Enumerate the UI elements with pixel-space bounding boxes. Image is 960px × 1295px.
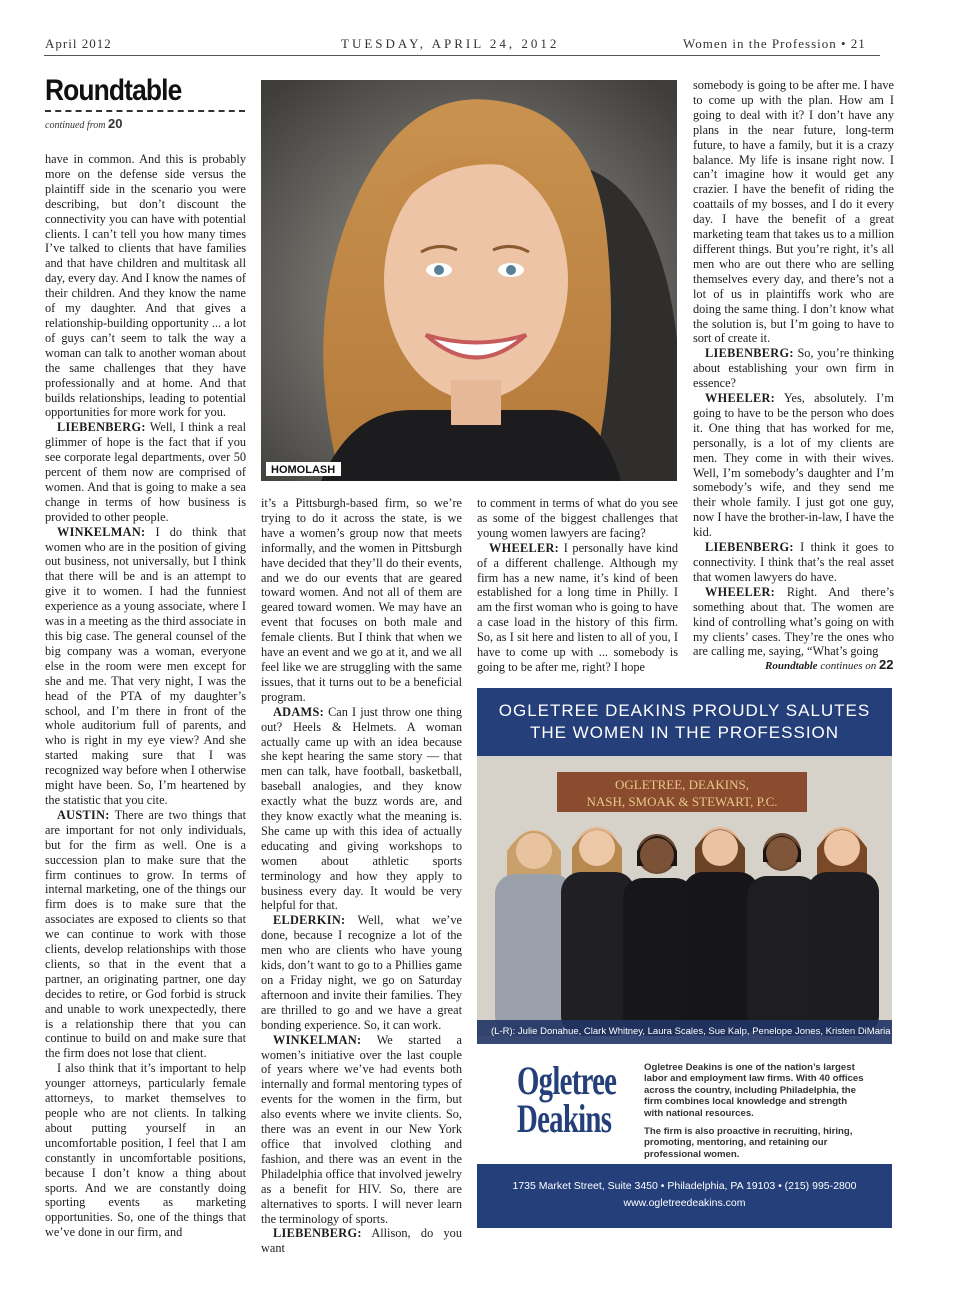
continued-from-label: continued from bbox=[45, 120, 106, 131]
paragraph-text: it’s a Pittsburgh-based firm, so we’re trying to do it across the state, is we have a women’s group now that meets informally, and the women in Pittsburgh have decided that they’ll do their events, and we do our events that are geared toward women. And not all of them are geared toward women. We may have an event that focuses on both male and female clients. But I think that when we have an event and we go at it, and we all feel like we are struggling with the same issues, that it turns out to be a beneficial program. bbox=[261, 496, 462, 704]
speaker-name: WINKELMAN: bbox=[57, 524, 146, 539]
article-paragraph bbox=[45, 808, 246, 1061]
paragraph-text: We started a women’s initiative over the last couple of years where we’ve had events both internally and formal mentoring types of events for the women in the firm, but also events where we invite clients. So, there was an event in our New York office that involved clothing and fashion, and there was an event in the Philadelphia office that involved jewelry as a benefit for HIV. So, there are alternatives to sports. I will never learn the terminology of sports. bbox=[261, 1032, 462, 1226]
paragraph-text: Well, I think a real glimmer of hope is the fact that if you see corporate legal departments, over 50 percent of them now are comprised of women. And that is going to make a sea change in terms of how business is provided to other people. bbox=[45, 420, 246, 524]
article-paragraph bbox=[693, 540, 894, 585]
speaker-name: ELDERKIN: bbox=[273, 913, 346, 928]
title-dashed-rule bbox=[45, 110, 245, 112]
speaker-name: AUSTIN: bbox=[57, 807, 110, 822]
paragraph-text: Right. And there’s something about that. The women are kind of controlling what’s going on with my clients’ cases. They’re the ones who are calling me, saying, “What’s going bbox=[693, 584, 894, 659]
header-date-left: April 2012 bbox=[45, 36, 112, 51]
logo-line-2: Deakins bbox=[517, 1096, 612, 1141]
paragraph-text: There are two things that are important for not only individuals, but for the firm as well. One is a succession plan to make sure that the firm continues to grow. In terms of internal marketing, one of the things our firm does is to make sure that the associates are exposed to clients so that we can continue to work with those clients, develop relationships with those clients, so that in the event that a partner, an originating partner, one day decides to retire, or God forbid is struck and unable to work unexpectedly, there is a relationship there that you can continue to build on and make sure that the firm does not lose that client. bbox=[45, 807, 246, 1061]
speaker-name: WINKELMAN: bbox=[273, 1032, 362, 1047]
article-paragraph bbox=[693, 346, 894, 391]
article-paragraph bbox=[693, 585, 894, 660]
header-date-center: TUESDAY, APRIL 24, 2012 bbox=[341, 36, 560, 51]
ad-sign-line-1: OGLETREE, DEAKINS, bbox=[615, 777, 749, 792]
ad-headline bbox=[477, 688, 892, 756]
paragraph-text: have in common. And this is probably more on the defense side versus the plaintiff side in the scenario you were describing, but don’t discount the connectivity you can have with potential clients. I can’t tell you how many times I’ve talked to clients that have families and that have children and multitask all day, every day. And I know the names of their children. And they know the name of my daughter. And that gives a relationship-building opportunity ... a lot of guys can’t seem to talk the way a woman can talk to another woman about the same challenges that they have professionally and at home. And that builds relationships, leading to potential opportunities for more work for you. bbox=[45, 152, 246, 420]
paragraph-text: Allison, do you want bbox=[261, 1226, 462, 1256]
ad-website: www.ogletreedeakins.com bbox=[623, 1197, 746, 1209]
article-paragraph bbox=[45, 1061, 246, 1240]
paragraph-text: somebody is going to be after me. I have to come up with the plan. How am I going to deal with it? I don’t have any plans in the near future, long-term future, to have a family, but it is a crazy balance. My life is insane right now. I can’t imagine how it would get any crazier. I have the benefit of riding the coattails of my bosses, and I do it every day. I have the benefit of a great marketing team that takes us to a million different things. But you’re right, it’s all men who are out there who are selling themselves every day, and there’s not a lot of us in plaintiffs work who are doing the same thing. I don’t know what the solution is, but I’m going to have to sort of create it. bbox=[693, 78, 894, 346]
article-paragraph bbox=[261, 496, 462, 705]
photo-credit: HOMOLASH bbox=[266, 462, 341, 476]
ad-body bbox=[477, 1048, 892, 1158]
ad-group-photo bbox=[477, 756, 892, 1036]
logo-line-1: Ogletree bbox=[517, 1058, 617, 1103]
ad-contact-footer bbox=[477, 1164, 892, 1228]
paragraph-text: Well, what we’ve done, because I recognize a lot of the men who are clients who have young kids, don’t want to go to a Phillies game on a Friday night, we go on Saturday afternoon and invite their families. They are thrilled to go and we have a great bonding experience. So, it can work. bbox=[261, 913, 462, 1032]
continues-on-label: Roundtable bbox=[765, 660, 818, 672]
article-column-1 bbox=[45, 152, 246, 1240]
article-column-4 bbox=[693, 78, 895, 659]
speaker-name: LIEBENBERG: bbox=[273, 1226, 362, 1241]
speaker-name: LIEBENBERG: bbox=[57, 420, 146, 435]
paragraph-text: I also think that it’s important to help younger attorneys, particularly female attorneys, to market themselves to people who are not clients. In talking about putting yourself in an uncomfortable position, I feel that I am constantly in uncomfortable positions, because I don’t know a thing about sports. And we are constantly doing sporting events as marketing opportunities. So, one of the things that we’ve done in our firm, and bbox=[45, 1061, 246, 1240]
ogletree-deakins-logo bbox=[517, 1058, 617, 1141]
paragraph-text: to comment in terms of what do you see as some of the biggest challenges that young women lawyers are facing? bbox=[477, 496, 678, 540]
paragraph-text: I do think that women who are in the position of giving out business, not universally, but I think that there will be and is an attempt to give it to women. I had the funniest experience as a young associate, where I was in a meeting as the third associate in this big case. The general counsel of the big company was a woman, everyone else in the room were men except for she and me. That very night, I was the head of the PTA of my daughter’s school, and I’m there in front of the whole auditorium full of parents, and who is right in my eye view? And she started making sure that I was recognized way before when I otherwise might have been. So, I’m heartened by the statistic that you cite. bbox=[45, 524, 246, 807]
paragraph-text: I think it goes to connectivity. I think that’s the real asset that women lawyers do have. bbox=[693, 540, 895, 584]
ad-description-paragraph-2: The firm is also proactive in recruiting, hiring, promoting, mentoring, and retaining our professional women. bbox=[644, 1126, 853, 1160]
advertisement bbox=[477, 688, 892, 1228]
continues-on bbox=[765, 657, 893, 672]
ad-headline-line-2: THE WOMEN IN THE PROFESSION bbox=[529, 723, 840, 742]
article-paragraph bbox=[693, 78, 894, 346]
article-paragraph bbox=[477, 496, 678, 541]
paragraph-text: Yes, absolutely. I’m going to have to be the person who does it. One thing that has worked for me, personally, is a lot of my clients are men. They come in with their wives. Well, I’m somebody’s daughter and I’m somebody’s wife, and they send me their whole family. I just got one guy, now I have the brother-in-law, I have the kid. bbox=[693, 391, 894, 540]
paragraph-text: I personally have kind of a different challenge. Although my firm has a new name, it’s kind of been established for a long time in Philly. I am the first woman who is going to have a case load in the history of this firm. So, as I sit here and listen to all of you, I have to come up with ... somebody is going to be after me, right? I hope bbox=[477, 540, 678, 674]
ad-description bbox=[644, 1062, 866, 1167]
paragraph-text: Can I just throw one thing out? Heels & Helmets. A woman actually came up with an idea because she kept hearing the same story — that men can talk, have football, basketball, baseball analogies, and they know exactly what the buzz words are, and they know exactly what the meaning is. She came up with this idea of actually educating and giving workshops to women about athletic sports terminology and how they apply to business every day. It would be very helpful for that. bbox=[261, 704, 462, 913]
portrait-illustration bbox=[261, 80, 677, 481]
article-column-3 bbox=[477, 496, 678, 676]
article-paragraph bbox=[261, 705, 462, 914]
header-rule bbox=[44, 55, 880, 56]
speaker-name: WHEELER: bbox=[705, 584, 776, 599]
ad-address: 1735 Market Street, Suite 3450 • Philadelphia, PA 19103 • (215) 995-2800 bbox=[512, 1180, 857, 1192]
article-paragraph bbox=[261, 913, 462, 1032]
article-paragraph bbox=[477, 541, 678, 675]
article-paragraph bbox=[261, 1226, 462, 1256]
speaker-name: LIEBENBERG: bbox=[705, 540, 794, 555]
article-column-2 bbox=[261, 496, 462, 1256]
speaker-name: WHEELER: bbox=[489, 540, 560, 555]
continues-on-page: 22 bbox=[879, 657, 894, 672]
continued-from-page: 20 bbox=[107, 116, 123, 131]
article-paragraph bbox=[261, 1033, 462, 1227]
ad-description-paragraph-1: Ogletree Deakins is one of the nation’s largest labor and employment law firms. With 40 offices across the country, including Philadelphia, the firm combines local knowledge and strength with national resources. bbox=[644, 1062, 864, 1119]
group-photo-illustration bbox=[477, 756, 892, 1036]
article-paragraph bbox=[693, 391, 894, 540]
header-section-page: Women in the Profession • 21 bbox=[683, 36, 866, 51]
speaker-name: WHEELER: bbox=[705, 391, 776, 406]
speaker-name: LIEBENBERG: bbox=[705, 346, 794, 361]
continues-on-text: continues on bbox=[820, 660, 877, 672]
ad-photo-caption: (L-R): Julie Donahue, Clark Whitney, Laura Scales, Sue Kalp, Penelope Jones, Kristen DiMaria bbox=[477, 1020, 892, 1044]
paragraph-text: So, you’re thinking about establishing your own firm in essence? bbox=[693, 346, 895, 391]
continued-from bbox=[45, 116, 122, 131]
section-title: Roundtable bbox=[45, 74, 182, 107]
portrait-photo bbox=[261, 80, 677, 481]
ad-sign-line-2: NASH, SMOAK & STEWART, P.C. bbox=[586, 794, 778, 809]
speaker-name: ADAMS: bbox=[273, 704, 324, 719]
article-paragraph bbox=[45, 152, 246, 420]
ad-headline-line-1: OGLETREE DEAKINS PROUDLY SALUTES bbox=[498, 701, 871, 720]
article-paragraph bbox=[45, 420, 246, 524]
article-paragraph bbox=[45, 525, 246, 808]
